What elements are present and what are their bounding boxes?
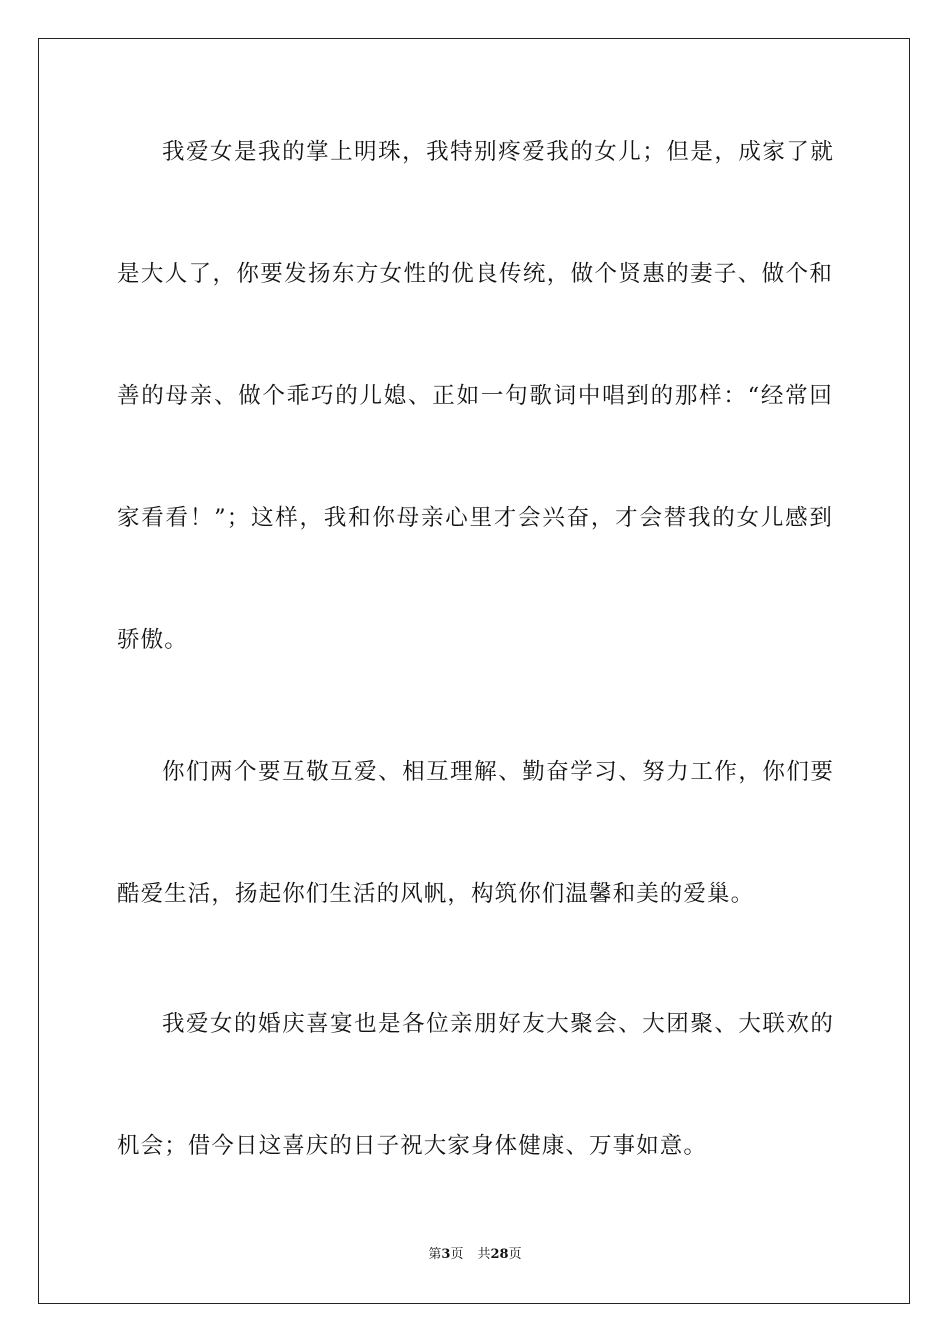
paragraph-3-line-1: 我爱女的婚庆喜宴也是各位亲朋好友大聚会、大团聚、大联欢的 <box>162 1011 834 1037</box>
page-number: 3 <box>441 1247 451 1262</box>
page-footer <box>0 1246 950 1264</box>
paragraph-2-line-2: 酷爱生活，扬起你们生活的风帆，构筑你们温馨和美的爱巢。 <box>117 881 755 907</box>
paragraph-1-line-2: 是大人了，你要发扬东方女性的优良传统，做个贤惠的妻子、做个和 <box>117 261 833 287</box>
paragraph-1-line-3: 善的母亲、做个乖巧的儿媳、正如一句歌词中唱到的那样：“经常回 <box>117 383 833 409</box>
paragraph-3-line-2: 机会；借今日这喜庆的日子祝大家身体健康、万事如意。 <box>117 1133 708 1159</box>
paragraph-1-line-5: 骄傲。 <box>117 627 188 653</box>
total-prefix: 共 <box>477 1247 491 1262</box>
total-suffix: 页 <box>508 1247 522 1262</box>
page-border <box>38 38 910 1304</box>
paragraph-1-line-1: 我爱女是我的掌上明珠，我特别疼爱我的女儿；但是，成家了就 <box>162 139 834 165</box>
total-pages: 28 <box>490 1247 509 1262</box>
page-prefix: 第 <box>428 1247 442 1262</box>
paragraph-1-line-4: 家看看！”；这样，我和你母亲心里才会兴奋，才会替我的女儿感到 <box>117 505 833 531</box>
page-suffix: 页 <box>450 1247 464 1262</box>
paragraph-2-line-1: 你们两个要互敬互爱、相互理解、勤奋学习、努力工作，你们要 <box>162 759 834 785</box>
